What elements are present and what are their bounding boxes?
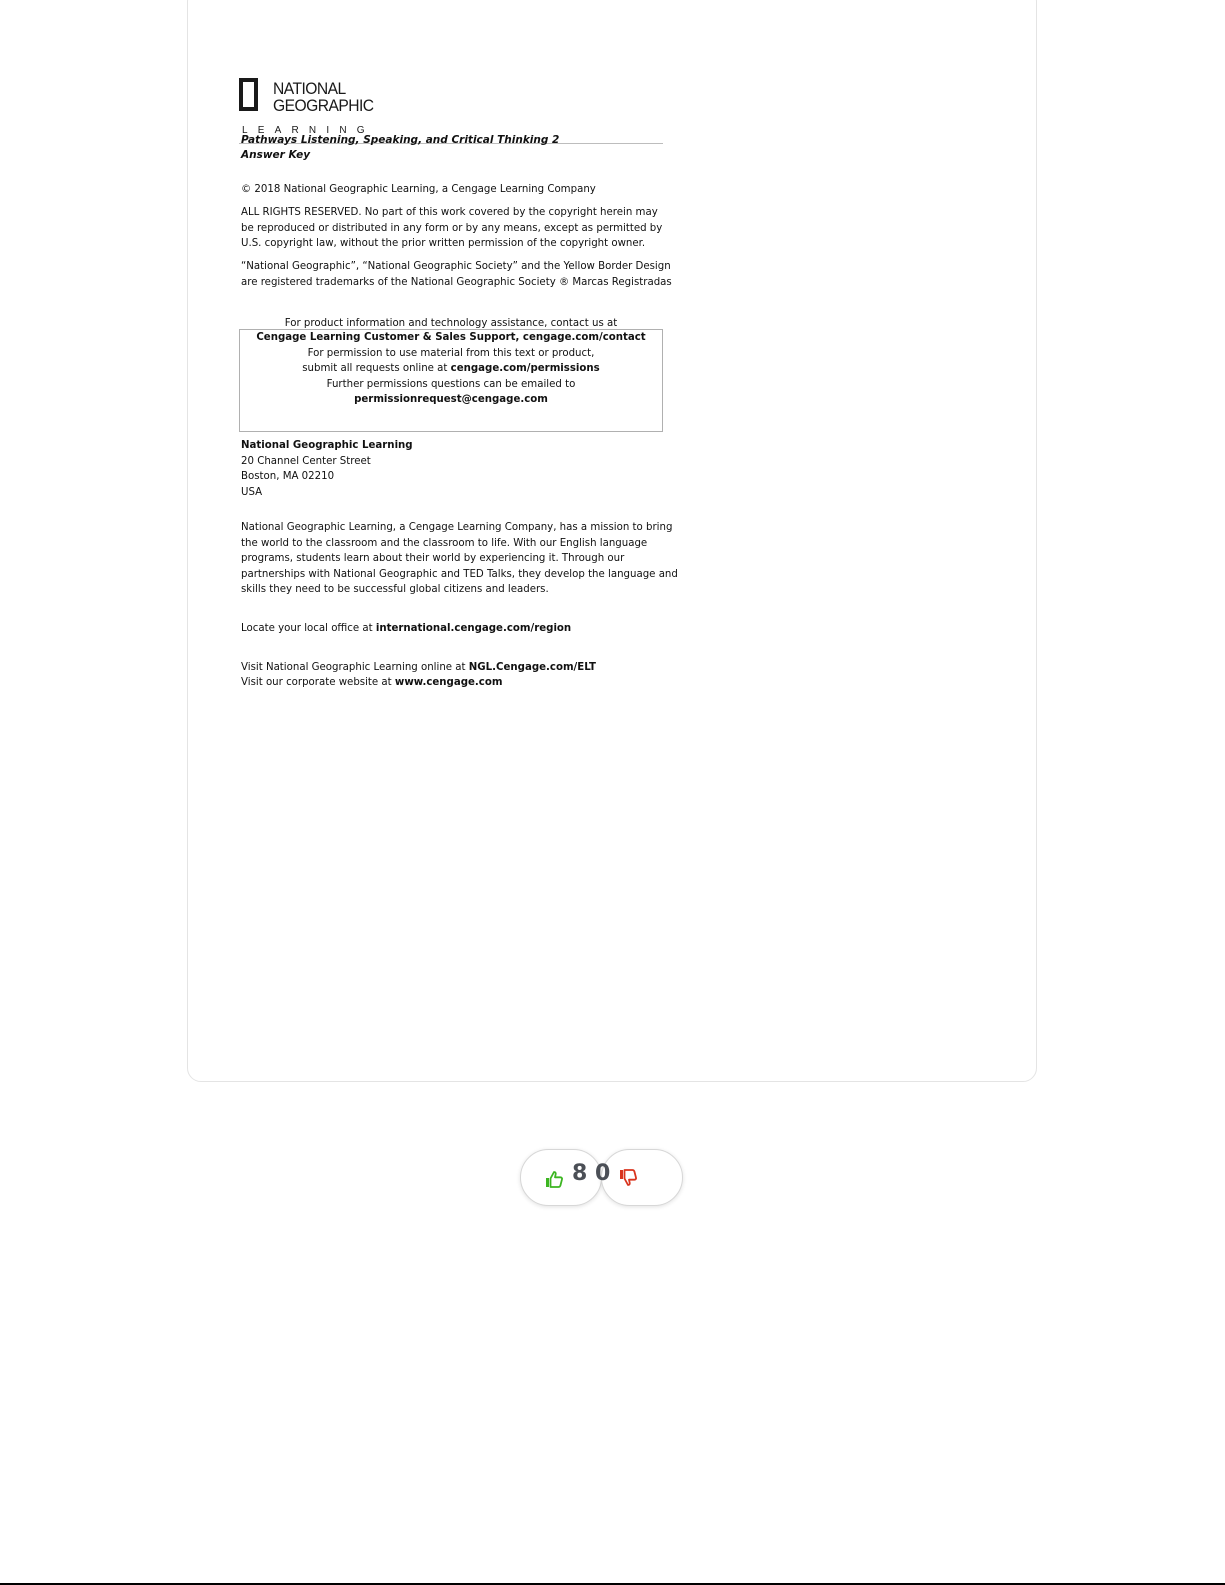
corporate-website-line [241, 675, 681, 691]
locate-office-line [241, 621, 681, 637]
support-contact: Cengage Learning Customer & Sales Support, cengage.com/contact [256, 332, 646, 343]
locate-office-link[interactable]: international.cengage.com/region [375, 623, 572, 634]
yellow-border-logo-icon [239, 78, 258, 111]
logo-text-national: NATIONAL [273, 79, 346, 98]
address-country: USA [241, 486, 263, 498]
copyright-notice: © 2018 National Geographic Learning, a Cengage Learning Company [241, 184, 596, 195]
downvote-button[interactable] [601, 1149, 683, 1206]
rights-reserved-text: ALL RIGHTS RESERVED. No part of this work covered by the copyright herein may be reproduced or distributed in any form or by any means, except as permitted by U.S. copyright law, without the prior written permission of the copyright owner. [241, 207, 663, 250]
logo-text-geographic: GEOGRAPHIC [273, 96, 374, 115]
corporate-website-text: Visit our corporate website at [241, 677, 395, 688]
address-city: Boston, MA 02210 [241, 471, 335, 483]
permission-line-1: For permission to use material from this text or product, [307, 347, 595, 359]
upvote-button[interactable] [520, 1149, 602, 1206]
vote-widget [520, 1149, 685, 1208]
address-name: National Geographic Learning [241, 440, 413, 451]
thumbs-down-icon [618, 1168, 638, 1188]
upvote-count: 8 [572, 1161, 588, 1186]
downvote-count: 0 [595, 1161, 611, 1186]
visit-online-link[interactable]: NGL.Cengage.com/ELT [468, 662, 596, 673]
book-subtitle: Answer Key [241, 149, 311, 161]
visit-online-text: Visit National Geographic Learning online at [241, 662, 469, 673]
permission-line-2-text: submit all requests online at [302, 363, 451, 375]
contact-intro: For product information and technology assistance, contact us at [284, 318, 618, 329]
visit-online-line [241, 660, 681, 676]
book-title: Pathways Listening, Speaking, and Critical Thinking 2 [241, 134, 560, 146]
trademark-text: “National Geographic”, “National Geographic Society” and the Yellow Border Design are registered trademarks of the National Geographic Society ® Marcas Registradas [241, 261, 672, 288]
logo-text-learning: LEARNING [242, 125, 375, 136]
permissions-link[interactable]: cengage.com/permissions [450, 363, 600, 375]
permission-line-2 [240, 361, 662, 377]
publisher-address [241, 438, 413, 500]
thumbs-up-icon [544, 1169, 564, 1189]
permission-line-3: Further permissions questions can be emailed to [326, 378, 576, 390]
contact-info-box [239, 329, 663, 432]
address-street: 20 Channel Center Street [241, 455, 371, 467]
corporate-website-link[interactable]: www.cengage.com [394, 677, 503, 688]
locate-office-text: Locate your local office at [241, 623, 376, 634]
national-geographic-logo [239, 77, 399, 137]
mission-statement: National Geographic Learning, a Cengage Learning Company, has a mission to bring the world to the classroom and the classroom to life. With our English language programs, students learn about their world by experiencing it. Through our partnerships with National Geographic and TED Talks, they develop the language and skills they need to be successful global citizens and leaders. [241, 522, 678, 596]
permission-email[interactable]: permissionrequest@cengage.com [354, 394, 548, 406]
